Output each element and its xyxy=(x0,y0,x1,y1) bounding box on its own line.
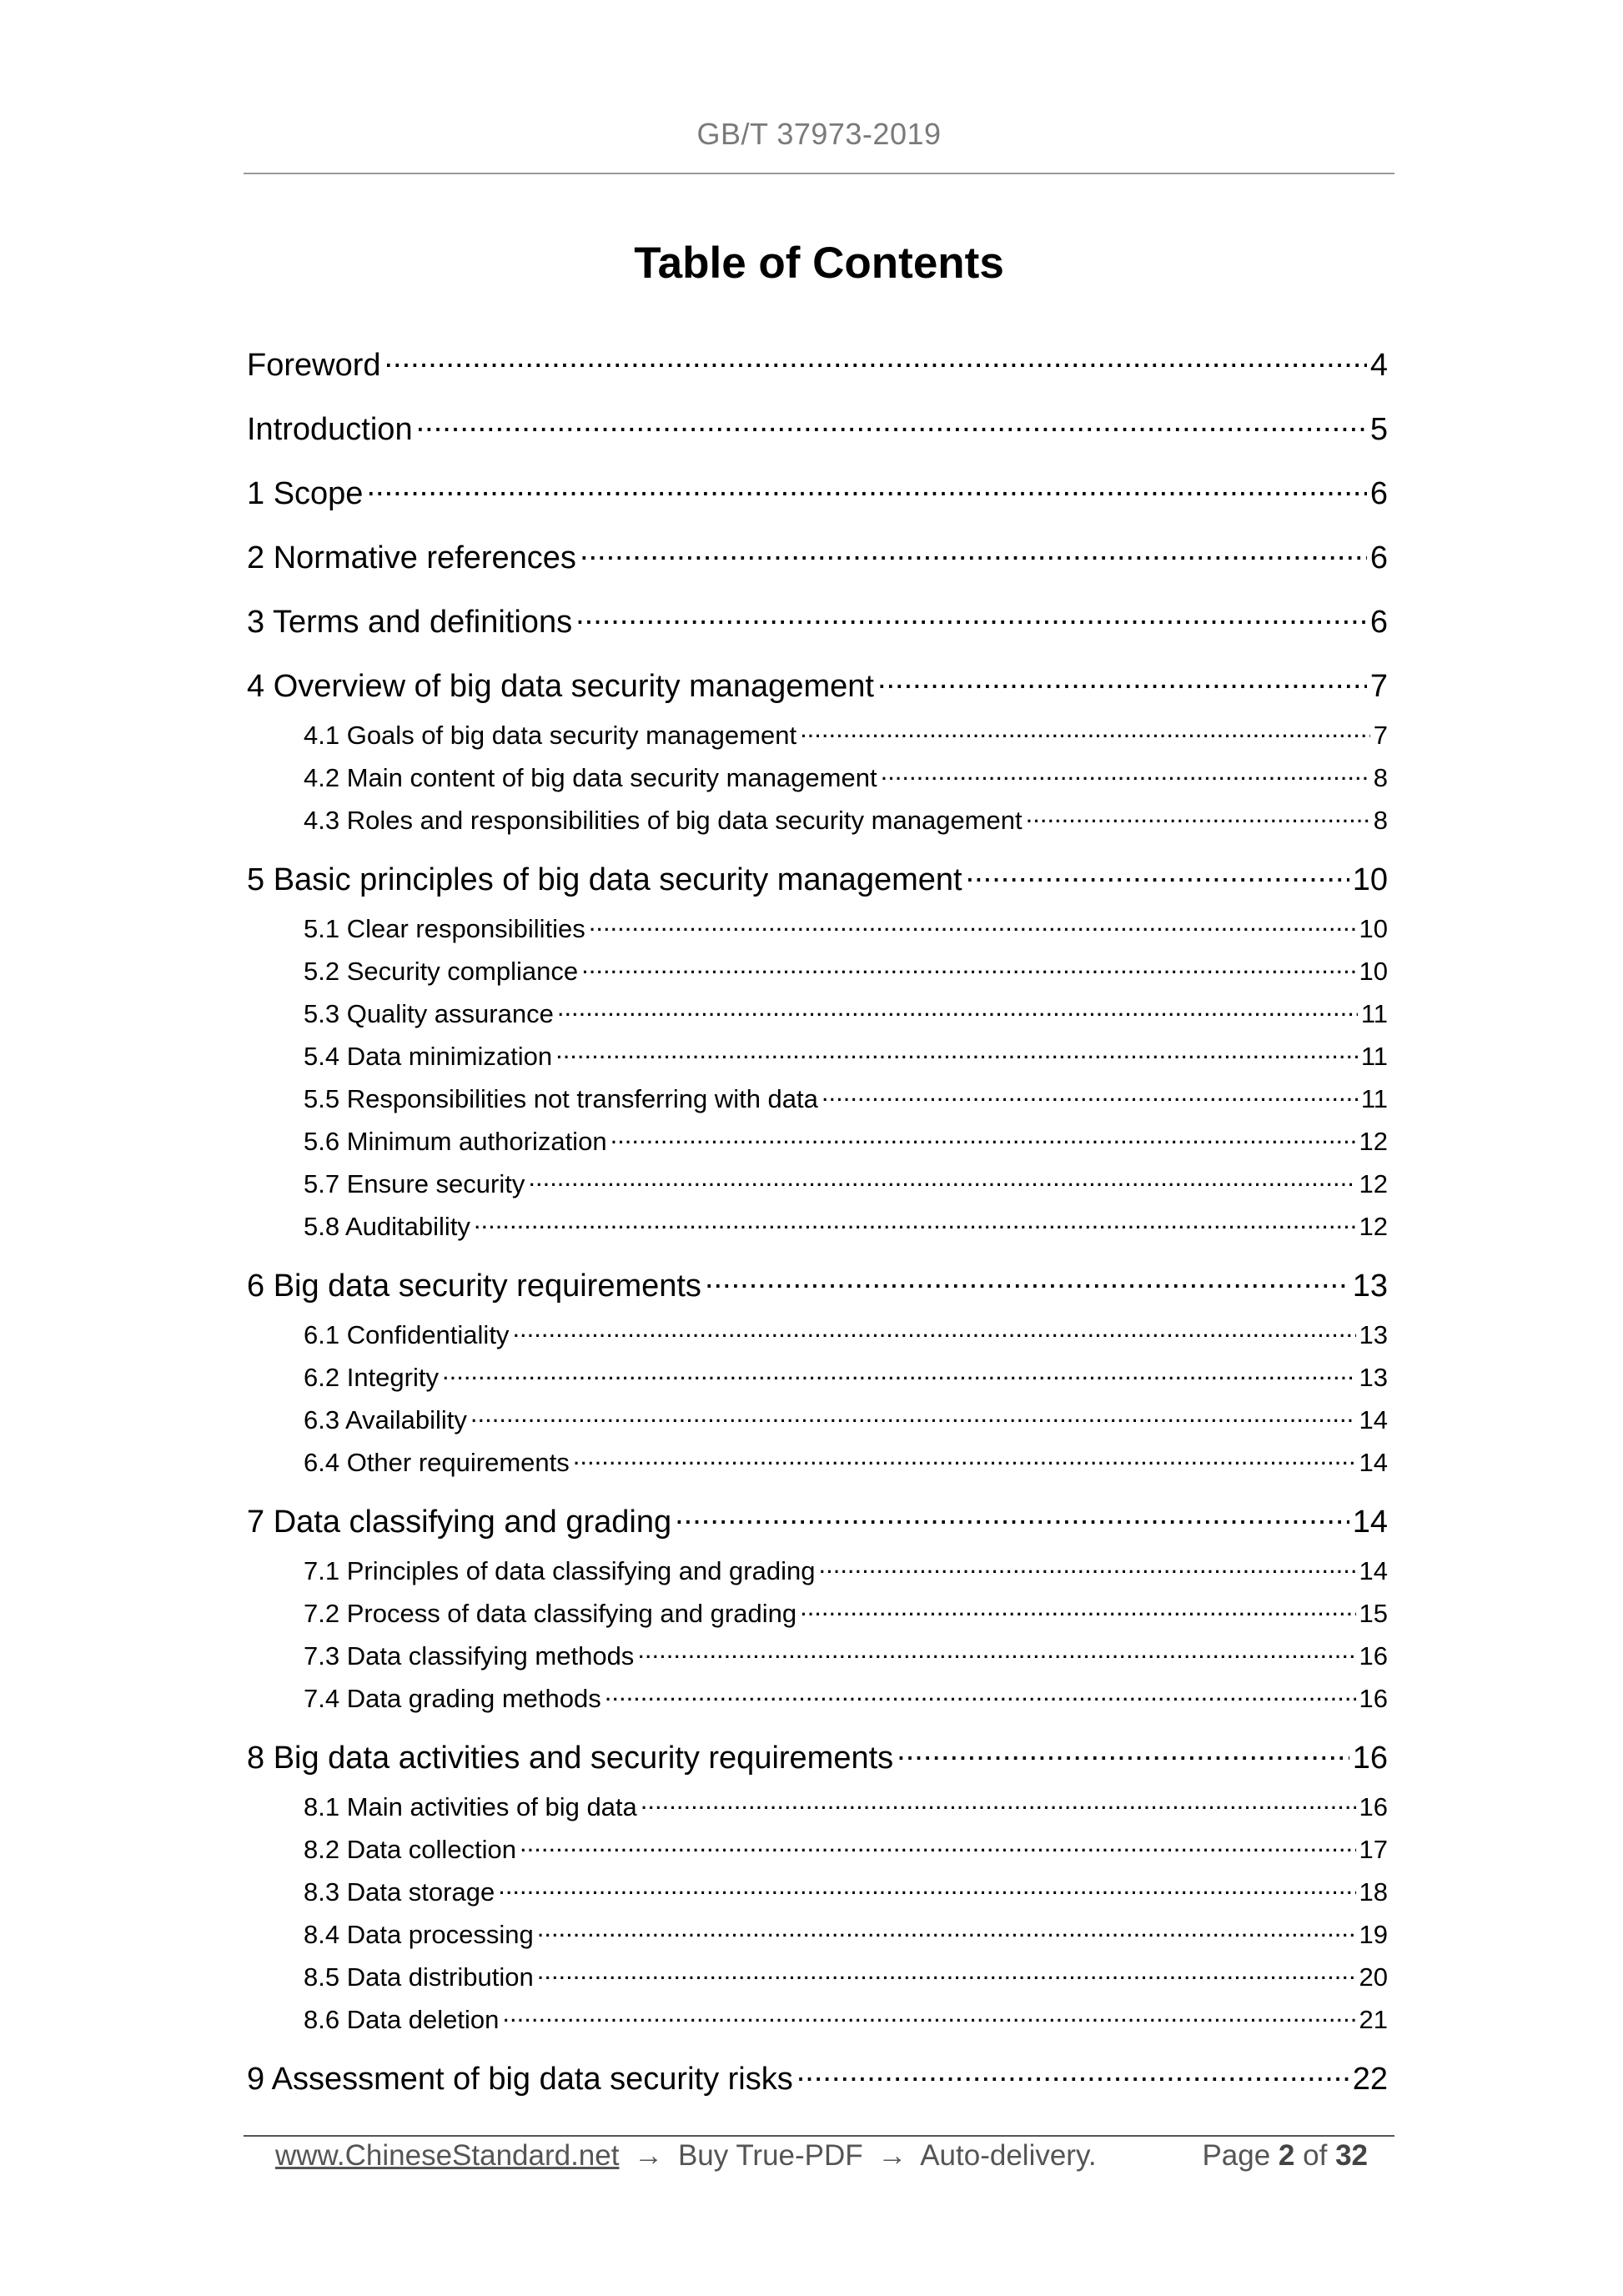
toc-entry-title: 5.7 Ensure security xyxy=(304,1169,525,1198)
toc-entry-title: Introduction xyxy=(247,412,413,447)
toc-leader-dots xyxy=(555,1039,1358,1065)
toc-entry[interactable] xyxy=(304,1554,1388,1589)
toc-entry-title: 5.4 Data minimization xyxy=(304,1042,553,1071)
toc-entry-page: 12 xyxy=(1359,1212,1388,1241)
toc-leader-dots xyxy=(611,1124,1356,1150)
toc-leader-dots xyxy=(675,1500,1349,1532)
toc-leader-dots xyxy=(512,1318,1355,1344)
toc-entry-title: 8.3 Data storage xyxy=(304,1877,495,1907)
toc-entry-page: 11 xyxy=(1360,1084,1388,1113)
toc-leader-dots xyxy=(498,1875,1355,1901)
toc-leader-dots xyxy=(416,408,1367,440)
toc-entry[interactable] xyxy=(304,1681,1388,1716)
toc-entry-title: 5.8 Auditability xyxy=(304,1212,470,1241)
toc-entry[interactable] xyxy=(247,1500,1388,1542)
toc-entry-page: 19 xyxy=(1359,1920,1388,1949)
toc-entry[interactable] xyxy=(304,1960,1388,1995)
toc-entry-title: 7.4 Data grading methods xyxy=(304,1684,601,1713)
toc-entry[interactable] xyxy=(304,1360,1388,1395)
toc-leader-dots xyxy=(818,1554,1355,1580)
toc-entry-title: 9 Assessment of big data security risks xyxy=(247,2062,793,2097)
toc-entry[interactable] xyxy=(247,1264,1388,1306)
toc-entry[interactable] xyxy=(304,1596,1388,1631)
toc-entry-title: 4.3 Roles and responsibilities of big data security management xyxy=(304,806,1023,835)
toc-entry-title: 7 Data classifying and grading xyxy=(247,1505,672,1540)
toc-entry[interactable] xyxy=(304,1917,1388,1952)
toc-leader-dots xyxy=(502,2002,1355,2028)
toc-entry[interactable] xyxy=(304,1790,1388,1825)
toc-leader-dots xyxy=(580,536,1367,568)
toc-leader-dots xyxy=(528,1167,1355,1193)
toc-leader-dots xyxy=(881,761,1370,786)
toc-entry-title: 4 Overview of big data security management xyxy=(247,669,874,704)
toc-entry-title: 3 Terms and definitions xyxy=(247,605,573,640)
toc-entry-title: 5.5 Responsibilities not transferring with data xyxy=(304,1084,818,1113)
toc-entry-title: 7.1 Principles of data classifying and grading xyxy=(304,1556,816,1585)
page-label: Page xyxy=(1202,2139,1271,2172)
footer-divider xyxy=(244,2135,1394,2137)
toc-leader-dots xyxy=(474,1209,1356,1235)
toc-entry-page: 11 xyxy=(1360,999,1388,1028)
toc-entry-title: 8.2 Data collection xyxy=(304,1835,517,1864)
toc-entry[interactable] xyxy=(247,2057,1388,2099)
toc-entry-page: 10 xyxy=(1359,914,1388,943)
toc-entry[interactable] xyxy=(304,1039,1388,1074)
page-indicator xyxy=(1202,2139,1368,2173)
toc-leader-dots xyxy=(822,1082,1358,1108)
toc-leader-dots xyxy=(573,1445,1356,1471)
toc-entry[interactable] xyxy=(304,912,1388,947)
toc-entry-page: 10 xyxy=(1359,957,1388,986)
toc-leader-dots xyxy=(589,912,1356,937)
toc-entry-title: Foreword xyxy=(247,348,381,383)
toc-leader-dots xyxy=(800,1596,1355,1622)
toc-entry-title: 4.2 Main content of big data security management xyxy=(304,763,877,792)
page-current: 2 xyxy=(1278,2139,1295,2172)
toc-entry[interactable] xyxy=(247,408,1388,450)
toc-entry[interactable] xyxy=(247,1736,1388,1778)
toc-entry-title: 5.1 Clear responsibilities xyxy=(304,914,585,943)
toc-entry[interactable] xyxy=(247,665,1388,706)
toc-entry[interactable] xyxy=(247,472,1388,514)
toc-entry-page: 6 xyxy=(1369,476,1388,511)
toc-entry-page: 12 xyxy=(1359,1169,1388,1198)
toc-entry-page: 20 xyxy=(1359,1962,1388,1992)
toc-entry-page: 14 xyxy=(1359,1405,1388,1434)
toc-entry-title: 2 Normative references xyxy=(247,540,576,575)
toc-leader-dots xyxy=(557,997,1358,1022)
toc-leader-dots xyxy=(800,718,1370,744)
toc-entry-page: 12 xyxy=(1359,1127,1388,1156)
toc-leader-dots xyxy=(897,1736,1349,1768)
toc-entry-title: 5.3 Quality assurance xyxy=(304,999,554,1028)
toc-entry[interactable] xyxy=(304,1082,1388,1117)
toc-entry-page: 7 xyxy=(1373,721,1388,750)
toc-entry-page: 22 xyxy=(1352,2062,1388,2097)
toc-entry[interactable] xyxy=(304,1403,1388,1438)
toc-entry-title: 1 Scope xyxy=(247,476,364,511)
toc-entry[interactable] xyxy=(304,803,1388,838)
toc-entry-page: 16 xyxy=(1359,1684,1388,1713)
toc-entry-page: 14 xyxy=(1359,1448,1388,1477)
toc-leader-dots xyxy=(796,2057,1349,2089)
delivery-text: Auto-delivery. xyxy=(920,2139,1097,2172)
toc-entry-page: 4 xyxy=(1369,348,1388,383)
toc-entry-title: 8.5 Data distribution xyxy=(304,1962,534,1992)
toc-entry-title: 8.4 Data processing xyxy=(304,1920,534,1949)
right-arrow-icon: → xyxy=(634,2139,664,2172)
toc-entry-page: 16 xyxy=(1352,1741,1388,1776)
toc-entry[interactable] xyxy=(304,1209,1388,1244)
toc-entry[interactable] xyxy=(304,1167,1388,1202)
toc-leader-dots xyxy=(581,954,1355,980)
toc-leader-dots xyxy=(537,1960,1356,1986)
toc-entry-title: 6.4 Other requirements xyxy=(304,1448,570,1477)
toc-leader-dots xyxy=(605,1681,1356,1707)
toc-entry[interactable] xyxy=(304,997,1388,1032)
toc-leader-dots xyxy=(966,858,1349,890)
toc-entry[interactable] xyxy=(304,1445,1388,1480)
toc-entry-page: 15 xyxy=(1359,1599,1388,1628)
toc-entry[interactable] xyxy=(304,1124,1388,1159)
toc-leader-dots xyxy=(637,1639,1355,1665)
document-code-header: GB/T 37973-2019 xyxy=(696,117,942,151)
toc-entry-page: 17 xyxy=(1359,1835,1388,1864)
toc-entry-title: 6 Big data security requirements xyxy=(247,1269,701,1304)
toc-entry-page: 16 xyxy=(1359,1792,1388,1821)
toc-entry-page: 6 xyxy=(1369,540,1388,575)
page-of: of xyxy=(1303,2139,1328,2172)
page-footer xyxy=(275,2139,1368,2181)
toc-entry-title: 7.3 Data classifying methods xyxy=(304,1641,635,1671)
toc-leader-dots xyxy=(442,1360,1356,1386)
toc-entry-title: 5 Basic principles of big data security management xyxy=(247,862,962,897)
toc-entry-title: 8.6 Data deletion xyxy=(304,2005,500,2034)
toc-entry[interactable] xyxy=(247,344,1388,385)
toc-entry-page: 13 xyxy=(1352,1269,1388,1304)
toc-entry-page: 13 xyxy=(1359,1320,1388,1349)
toc-entry[interactable] xyxy=(304,954,1388,989)
toc-entry[interactable] xyxy=(304,1832,1388,1867)
toc-entry-title: 8.1 Main activities of big data xyxy=(304,1792,637,1821)
toc-entry-page: 14 xyxy=(1352,1505,1388,1540)
toc-title: Table of Contents xyxy=(634,239,1004,288)
toc-entry-page: 13 xyxy=(1359,1363,1388,1392)
toc-leader-dots xyxy=(641,1790,1356,1816)
toc-entry-page: 10 xyxy=(1352,862,1388,897)
right-arrow-icon: → xyxy=(877,2139,907,2172)
buy-text: Buy True-PDF xyxy=(677,2139,863,2172)
toc-entry-page: 21 xyxy=(1359,2005,1388,2034)
toc-leader-dots xyxy=(384,344,1367,375)
toc-entry[interactable] xyxy=(304,761,1388,796)
toc-leader-dots xyxy=(705,1264,1349,1296)
toc-entry[interactable] xyxy=(304,718,1388,753)
toc-entry-title: 7.2 Process of data classifying and grading xyxy=(304,1599,797,1628)
toc-entry-page: 14 xyxy=(1359,1556,1388,1585)
toc-entry[interactable] xyxy=(304,1639,1388,1674)
toc-entry[interactable] xyxy=(304,2002,1388,2037)
toc-entry-page: 11 xyxy=(1360,1042,1388,1071)
toc-leader-dots xyxy=(877,665,1367,696)
toc-leader-dots xyxy=(575,600,1367,632)
toc-entry-title: 4.1 Goals of big data security management xyxy=(304,721,797,750)
toc-entry-title: 6.2 Integrity xyxy=(304,1363,439,1392)
toc-entry-title: 6.3 Availability xyxy=(304,1405,467,1434)
toc-entry-page: 7 xyxy=(1369,669,1388,704)
site-link[interactable]: www.ChineseStandard.net xyxy=(275,2139,620,2172)
toc-entry-title: 6.1 Confidentiality xyxy=(304,1320,510,1349)
toc-entry[interactable] xyxy=(247,536,1388,578)
toc-entry-page: 6 xyxy=(1369,605,1388,640)
page-total: 32 xyxy=(1335,2139,1368,2172)
toc-entry-page: 5 xyxy=(1369,412,1388,447)
toc-leader-dots xyxy=(520,1832,1355,1858)
footer-left xyxy=(275,2139,1097,2173)
toc-entry-page: 16 xyxy=(1359,1641,1388,1671)
toc-leader-dots xyxy=(1026,803,1370,829)
toc-leader-dots xyxy=(537,1917,1356,1943)
toc-entry-title: 5.2 Security compliance xyxy=(304,957,579,986)
toc-entry-page: 8 xyxy=(1373,763,1388,792)
toc-entry[interactable] xyxy=(304,1875,1388,1910)
toc-entry[interactable] xyxy=(304,1318,1388,1353)
toc-entry-title: 5.6 Minimum authorization xyxy=(304,1127,607,1156)
toc-entry[interactable] xyxy=(247,858,1388,900)
toc-entry-title: 8 Big data activities and security requirements xyxy=(247,1741,894,1776)
toc-entry-page: 18 xyxy=(1359,1877,1388,1907)
toc-entry-page: 8 xyxy=(1373,806,1388,835)
toc-entry[interactable] xyxy=(247,600,1388,642)
toc-leader-dots xyxy=(470,1403,1356,1429)
toc-leader-dots xyxy=(366,472,1366,504)
